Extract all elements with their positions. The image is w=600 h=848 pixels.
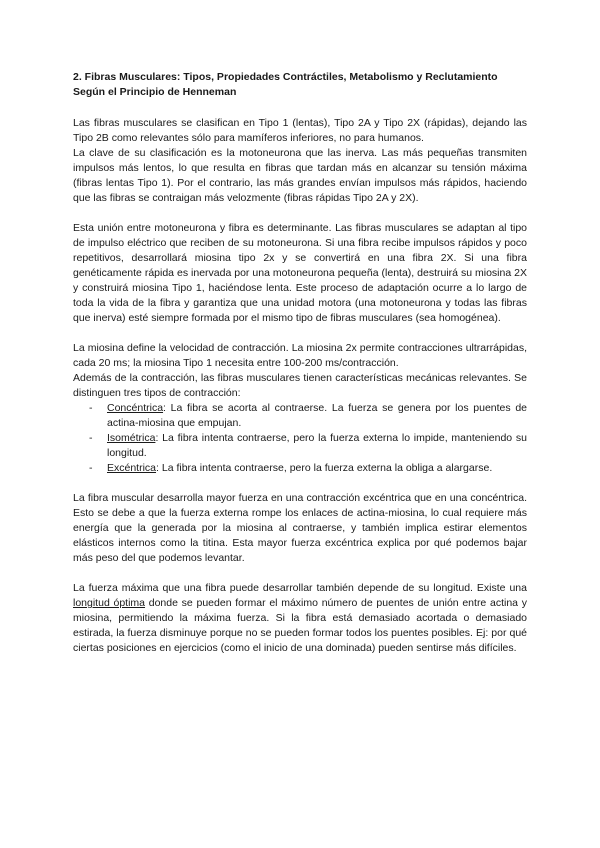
document-content	[73, 70, 527, 656]
paragraph-motoneuron-classification: La clave de su clasificación es la motoneurona que las inerva. Las más pequeñas transmiten impulsos más lentos, lo que resulta en fibras que tardan más en alcanzar su tensión máxima (fibras lentas Tipo 1). Por el contrario, las más grandes envían impulsos más rápidos, haciendo que las fibras se contraigan más velozmente (fibras rápidas Tipo 2A y 2X).	[73, 147, 527, 204]
list-item-isometric	[89, 431, 527, 461]
paragraph-eccentric-force: La fibra muscular desarrolla mayor fuerza en una contracción excéntrica que en una concéntrica. Esto se debe a que la fuerza externa rompe los enlaces de actina-miosina, lo cual requiere más energía que la generada por la miosina al contraerse, y también implica estirar elementos elásticos internos como la titina. Esta mayor fuerza excéntrica explica por qué podemos bajar más peso del que podemos levantar.	[73, 492, 527, 564]
paragraph-optimal-length	[73, 581, 527, 656]
desc-isometric: : La fibra intenta contraerse, pero la fuerza externa lo impide, manteniendo su longitud.	[107, 432, 527, 459]
section-heading: 2. Fibras Musculares: Tipos, Propiedades Contráctiles, Metabolismo y Reclutamiento Según el Principio de Henneman	[73, 71, 498, 98]
paragraph-myosin-speed: La miosina define la velocidad de contracción. La miosina 2x permite contracciones ultrarrápidas, cada 20 ms; la miosina Tipo 1 necesita entre 100-200 ms/contracción.	[73, 342, 527, 369]
list-dash: -	[89, 402, 93, 414]
list-dash: -	[89, 462, 93, 474]
list-item-concentric	[89, 401, 527, 431]
list-dash: -	[89, 432, 93, 444]
term-eccentric: Excéntrica	[107, 462, 157, 474]
desc-concentric: : La fibra se acorta al contraerse. La fuerza se genera por los puentes de actina-miosina que empujan.	[107, 402, 527, 429]
optimal-length-after: donde se pueden formar el máximo número de puentes de unión entre actina y miosina, permitiendo la máxima fuerza. Si la fibra está demasiado acortada o demasiado estirada, la fuerza disminuye porque no se pueden formar todos los puentes posibles. Ej: por qué ciertas posiciones en ejercicios (como el inicio de una dominada) pueden sentirse más difíciles.	[73, 597, 527, 654]
term-isometric: Isométrica	[107, 432, 156, 444]
contraction-types-list	[73, 401, 527, 476]
optimal-length-before: La fuerza máxima que una fibra puede desarrollar también depende de su longitud. Existe una	[73, 582, 527, 594]
desc-eccentric: : La fibra intenta contraerse, pero la fuerza externa la obliga a alargarse.	[156, 462, 493, 474]
term-concentric: Concéntrica	[107, 402, 164, 414]
paragraph-fiber-types: Las fibras musculares se clasifican en Tipo 1 (lentas), Tipo 2A y Tipo 2X (rápidas), dejando las Tipo 2B como relevantes sólo para mamíferos inferiores, no para humanos.	[73, 117, 527, 144]
term-optimal-length: longitud óptima	[73, 597, 146, 609]
paragraph-contraction-intro: Además de la contracción, las fibras musculares tienen características mecánicas relevantes. Se distinguen tres tipos de contracción:	[73, 372, 527, 399]
list-item-eccentric	[89, 461, 527, 476]
paragraph-fiber-adaptation: Esta unión entre motoneurona y fibra es determinante. Las fibras musculares se adaptan al tipo de impulso eléctrico que reciben de su motoneurona. Si una fibra recibe impulsos rápidos y poco repetitivos, desarrollará miosina tipo 2x y se convertirá en una fibra 2X. Si una fibra genéticamente rápida es inervada por una motoneurona pequeña (lenta), destruirá su miosina 2X y construirá miosina Tipo 1, haciéndose lenta. Este proceso de adaptación ocurre a lo largo de toda la vida de la fibra y garantiza que una unidad motora (una motoneurona y todas las fibras que inerva) esté siempre formada por el mismo tipo de fibras musculares (sea homogénea).	[73, 222, 527, 324]
